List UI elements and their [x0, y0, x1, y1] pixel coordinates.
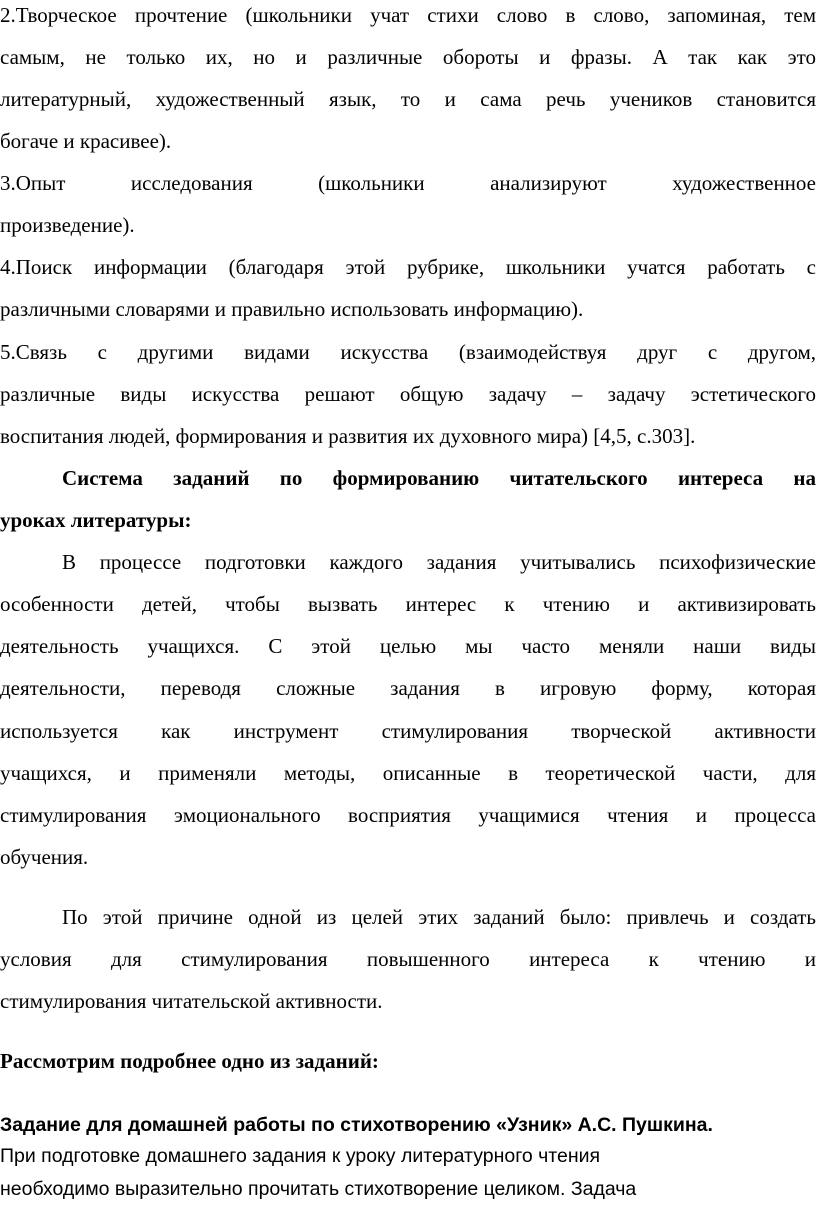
section-heading-line-2: уроках литературы:	[0, 508, 192, 532]
paragraph-2-line-3: стимулирования читательской активности.	[0, 989, 383, 1013]
paragraph-2-line-2: условия для стимулирования повышенного интереса к чтению и	[0, 947, 816, 971]
task-text-line-1: При подготовке домашнего задания к уроку литературного чтения	[0, 1145, 601, 1167]
paragraph-1-line-6: учащихся, и применяли методы, описанные в теоретической части, для	[0, 761, 816, 785]
subheading: Рассмотрим подробнее одно из заданий:	[0, 1049, 379, 1073]
list-item-5-line-3: воспитания людей, формирования и развития их духовного мира) [4,5, с.303].	[0, 424, 696, 448]
paragraph-1-line-8: обучения.	[0, 845, 89, 869]
paragraph-1-line-4: деятельности, переводя сложные задания в игровую форму, которая	[0, 676, 816, 700]
list-item-5-line-2: различные виды искусства решают общую задачу – задачу эстетического	[0, 382, 816, 406]
list-item-3-line-2: произведение).	[0, 213, 135, 237]
section-heading-line-1: Система заданий по формированию читательского интереса на	[62, 466, 816, 490]
list-item-2-line-4: богаче и красивее).	[0, 129, 172, 153]
list-item-2-line-3: литературный, художественный язык, то и сама речь учеников становится	[0, 87, 816, 111]
paragraph-1-line-1: В процессе подготовки каждого задания учитывались психофизические	[62, 550, 816, 574]
paragraph-1-line-3: деятельность учащихся. С этой целью мы часто меняли наши виды	[0, 634, 816, 658]
list-item-5-line-1: 5.Связь с другими видами искусства (взаимодействуя друг с другом,	[0, 340, 816, 364]
task-text-line-2: необходимо выразительно прочитать стихотворение целиком. Задача	[0, 1178, 637, 1200]
list-item-2-line-2: самым, не только их, но и различные обороты и фразы. А так как это	[0, 45, 816, 69]
list-item-4-line-1: 4.Поиск информации (благодаря этой рубрике, школьники учатся работать с	[0, 255, 816, 279]
paragraph-1-line-2: особенности детей, чтобы вызвать интерес к чтению и активизировать	[0, 592, 816, 616]
task-heading: Задание для домашней работы по стихотворению «Узник» А.С. Пушкина.	[0, 1114, 713, 1136]
list-item-4-line-2: различными словарями и правильно использовать информацию).	[0, 297, 584, 321]
paragraph-1-line-5: используется как инструмент стимулирования творческой активности	[0, 719, 816, 743]
paragraph-2-line-1: По этой причине одной из целей этих заданий было: привлечь и создать	[62, 905, 816, 929]
list-item-3-line-1: 3.Опыт исследования (школьники анализируют художественное	[0, 171, 816, 195]
list-item-2-line-1: 2.Творческое прочтение (школьники учат стихи слово в слово, запоминая, тем	[0, 3, 816, 27]
paragraph-1-line-7: стимулирования эмоционального восприятия учащимися чтения и процесса	[0, 803, 816, 827]
